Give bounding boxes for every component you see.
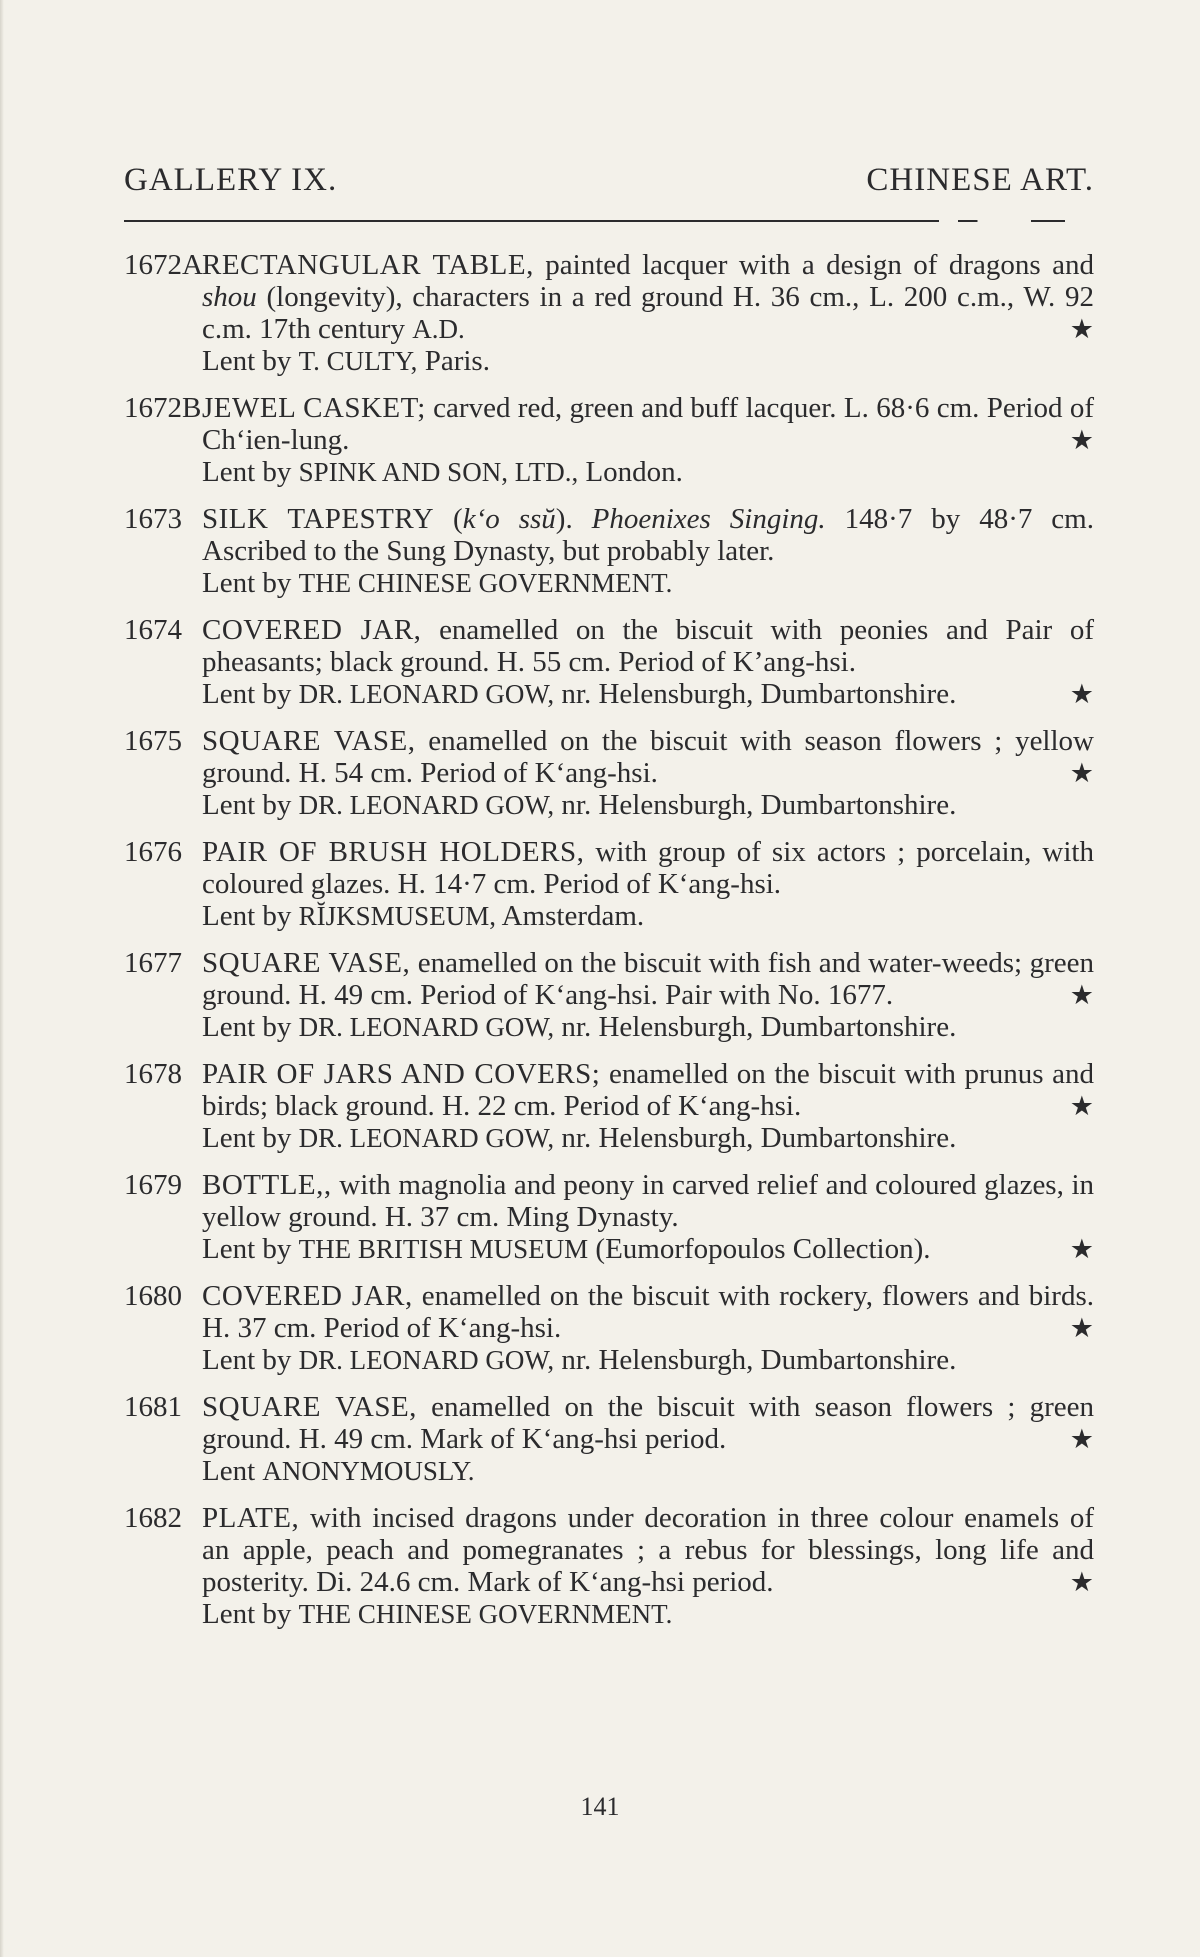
star-icon: ★ <box>1069 1091 1094 1121</box>
catalogue-entry <box>124 614 1094 710</box>
entry-number: 1675 <box>124 725 182 757</box>
star-icon: ★ <box>1069 1313 1094 1343</box>
header-rule <box>124 220 1094 222</box>
entry-number: 1672B <box>124 392 202 424</box>
entry-lender: Lent by THE CHINESE GOVERNMENT. <box>202 1598 673 1630</box>
star-icon: ★ <box>1069 1234 1094 1264</box>
entry-lender: Lent by RĬJKSMUSEUM, Amsterdam. <box>202 900 645 932</box>
catalogue-entry <box>124 503 1094 599</box>
star-icon: ★ <box>1069 679 1094 709</box>
entry-title: PLATE, <box>202 1502 300 1534</box>
entry-title: RECTANGULAR TABLE, <box>202 249 534 281</box>
catalogue-entry <box>124 1058 1094 1154</box>
star-icon: ★ <box>1069 314 1094 344</box>
catalogue-entry <box>124 1391 1094 1487</box>
star-icon: ★ <box>1069 425 1094 455</box>
entry-title: SILK TAPESTRY <box>202 503 435 535</box>
catalogue-entry <box>124 1169 1094 1265</box>
catalogue-entry <box>124 249 1094 377</box>
entry-number: 1680 <box>124 1280 182 1312</box>
star-icon: ★ <box>1069 980 1094 1010</box>
entry-lender: Lent by THE CHINESE GOVERNMENT. <box>202 567 673 599</box>
catalogue-entry <box>124 392 1094 488</box>
entry-description: SQUARE VASE, enamelled on the biscuit with fish and water-weeds; green ground. H. 49 cm. Period of K‘ang-hsi. Pair with No. 1677. ★ <box>202 947 1094 1011</box>
entry-lender: Lent by THE BRITISH MUSEUM (Eumorfopoulos Collection). ★ <box>202 1233 1094 1265</box>
catalogue-entry <box>124 836 1094 932</box>
entry-lender: Lent by DR. LEONARD GOW, nr. Helensburgh, Dumbartonshire. <box>202 1122 957 1154</box>
entry-description: PAIR OF BRUSH HOLDERS, with group of six actors ; porcelain, with coloured glazes. H. 14·7 cm. Period of K‘ang-hsi. <box>202 836 1094 900</box>
star-icon: ★ <box>1069 758 1094 788</box>
entry-number: 1674 <box>124 614 182 646</box>
entry-number: 1677 <box>124 947 182 979</box>
entry-description: PLATE, with incised dragons under decoration in three colour enamels of an apple, peach and pomegranates ; a rebus for blessings, long life and posterity. Di. 24.6 cm. Mark of K‘ang-hsi period. ★ <box>202 1502 1094 1598</box>
entry-description: SILK TAPESTRY (k‘o ssŭ). Phoenixes Singing. 148·7 by 48·7 cm. Ascribed to the Sung Dynasty, but probably later. <box>202 503 1094 567</box>
entry-description: JEWEL CASKET; carved red, green and buff lacquer. L. 68·6 cm. Period of Ch‘ien-lung. ★ <box>202 392 1095 456</box>
catalogue-entry <box>124 1502 1094 1630</box>
entry-lender: Lent by SPINK AND SON, LTD., London. <box>202 456 683 488</box>
entry-lender: Lent by DR. LEONARD GOW, nr. Helensburgh, Dumbartonshire. <box>202 789 957 821</box>
entry-number: 1676 <box>124 836 182 868</box>
entry-number: 1681 <box>124 1391 182 1423</box>
catalogue-entry <box>124 1280 1094 1376</box>
entry-lender: Lent ANONYMOUSLY. <box>202 1455 475 1487</box>
entry-number: 1672A <box>124 249 203 281</box>
star-icon: ★ <box>1069 1424 1094 1454</box>
entry-title: SQUARE VASE, <box>202 725 416 757</box>
entry-title: COVERED JAR, <box>202 1280 413 1312</box>
entry-description: COVERED JAR, enamelled on the biscuit with peonies and Pair of pheasants; black ground. H. 55 cm. Period of K’ang-hsi. <box>202 614 1095 678</box>
page-number: 141 <box>580 1792 620 1821</box>
entry-number: 1678 <box>124 1058 182 1090</box>
entry-description: SQUARE VASE, enamelled on the biscuit with season flowers ; green ground. H. 49 cm. Mark of K‘ang-hsi period. ★ <box>202 1391 1094 1455</box>
entry-lender: Lent by DR. LEONARD GOW, nr. Helensburgh, Dumbartonshire. ★ <box>202 678 1094 710</box>
entry-title: SQUARE VASE, <box>202 947 411 979</box>
entry-title: COVERED JAR, <box>202 614 422 646</box>
entry-description: SQUARE VASE, enamelled on the biscuit with season flowers ; yellow ground. H. 54 cm. Period of K‘ang-hsi. ★ <box>202 725 1094 789</box>
catalogue-entry <box>124 947 1094 1043</box>
entry-number: 1682 <box>124 1502 182 1534</box>
catalogue-entry <box>124 725 1094 821</box>
entry-description: RECTANGULAR TABLE, painted lacquer with a design of dragons and shou (longevity), characters in a red ground H. 36 cm., L. 200 c.m., W. 92 c.m. 17th century A.D. ★ <box>202 249 1094 345</box>
entry-lender: Lent by DR. LEONARD GOW, nr. Helensburgh, Dumbartonshire. <box>202 1011 957 1043</box>
entry-description: COVERED JAR, enamelled on the biscuit with rockery, flowers and birds. H. 37 cm. Period of K‘ang-hsi. ★ <box>202 1280 1095 1344</box>
page-edge-shadow <box>0 0 4 1957</box>
header-gallery: GALLERY IX. <box>124 162 338 198</box>
catalogue-entries <box>124 249 1094 1645</box>
entry-description: BOTTLE,, with magnolia and peony in carved relief and coloured glazes, in yellow ground. H. 37 cm. Ming Dynasty. <box>202 1169 1094 1233</box>
entry-number: 1673 <box>124 503 182 535</box>
header-section: CHINESE ART. <box>866 162 1094 198</box>
entry-number: 1679 <box>124 1169 182 1201</box>
entry-lender: Lent by DR. LEONARD GOW, nr. Helensburgh, Dumbartonshire. <box>202 1344 957 1376</box>
entry-description: PAIR OF JARS AND COVERS; enamelled on the biscuit with prunus and birds; black ground. H. 22 cm. Period of K‘ang-hsi. ★ <box>202 1058 1094 1122</box>
star-icon: ★ <box>1069 1567 1094 1597</box>
entry-title: JEWEL CASKET; <box>202 392 426 424</box>
entry-title: PAIR OF JARS AND COVERS; <box>202 1058 601 1090</box>
entry-title: SQUARE VASE, <box>202 1391 417 1423</box>
entry-title: BOTTLE,, <box>202 1169 332 1201</box>
entry-title: PAIR OF BRUSH HOLDERS, <box>202 836 585 868</box>
entry-lender: Lent by T. CULTY, Paris. <box>202 345 490 377</box>
